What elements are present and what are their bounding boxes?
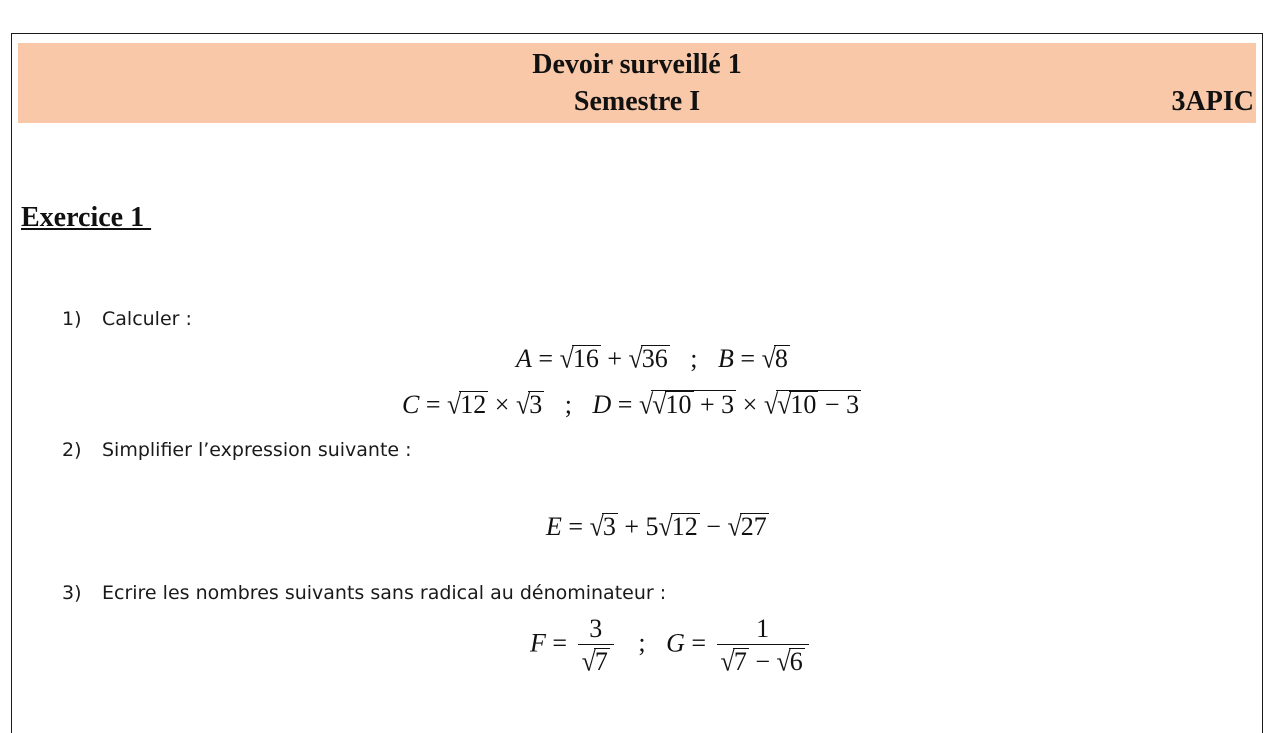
exercise-title: Exercice 1 — [21, 202, 152, 233]
fraction-f: $\frac{3}{√7}$ — [578, 614, 614, 677]
sqrt-7: √7 — [581, 645, 608, 678]
question-number: 2) — [62, 439, 82, 461]
expr-a-name: A — [516, 344, 532, 373]
separator: ; — [638, 628, 646, 658]
header-band — [18, 43, 1256, 123]
expr-d-name: D — [592, 390, 612, 419]
expr-e-name: E — [546, 512, 562, 541]
sqrt-8: √8 — [761, 342, 788, 375]
sqrt-outer-minus: √√10 − 3 — [763, 388, 860, 421]
sqrt-6: √6 — [776, 645, 803, 678]
expr-c-name: C — [402, 390, 420, 419]
question-text: Simplifier l’expression suivante : — [102, 439, 412, 461]
sqrt-36: √36 — [628, 342, 668, 375]
sqrt-10: √10 — [652, 388, 692, 421]
sqrt-outer-plus: √√10 + 3 — [638, 388, 735, 421]
question-number: 3) — [62, 582, 82, 604]
fraction-g: $\frac{1}{√7 - √6}$ — [717, 614, 809, 677]
class-level: 3APIC — [1171, 86, 1254, 117]
expr-g-name: G — [666, 628, 685, 658]
question-3 — [62, 580, 666, 606]
question-2 — [62, 437, 412, 463]
expr-b-name: B — [718, 344, 734, 373]
exam-title: Devoir surveillé 1 — [532, 49, 742, 80]
expression-c-d: C = √12 × √3 ; D = √√10 + 3 × √√10 − 3 — [402, 388, 860, 421]
sqrt-16: √16 — [559, 342, 599, 375]
sqrt-10: √10 — [777, 388, 817, 421]
question-text: Ecrire les nombres suivants sans radical au dénominateur : — [102, 582, 667, 604]
expr-f-name: F — [530, 628, 546, 658]
sqrt-12: √12 — [658, 510, 698, 543]
expression-a-b: A = √16 + √36 ; B = √8 — [516, 342, 788, 375]
separator: ; — [690, 344, 698, 373]
sqrt-12: √12 — [447, 388, 487, 421]
expression-e: E = √3 + 5√12 − √27 — [546, 510, 767, 543]
expression-f-g: F = $\frac{3}{√7}$ ; G = $\frac{1}{√7 - √6}$ — [530, 614, 813, 677]
semester-label: Semestre I — [573, 86, 701, 117]
question-1 — [62, 306, 192, 332]
sqrt-3: √3 — [589, 510, 616, 543]
separator: ; — [564, 390, 572, 419]
sqrt-7: √7 — [720, 645, 747, 678]
sqrt-3: √3 — [515, 388, 543, 421]
question-text: Calculer : — [102, 308, 192, 330]
sqrt-27: √27 — [727, 510, 767, 543]
question-number: 1) — [62, 308, 82, 330]
